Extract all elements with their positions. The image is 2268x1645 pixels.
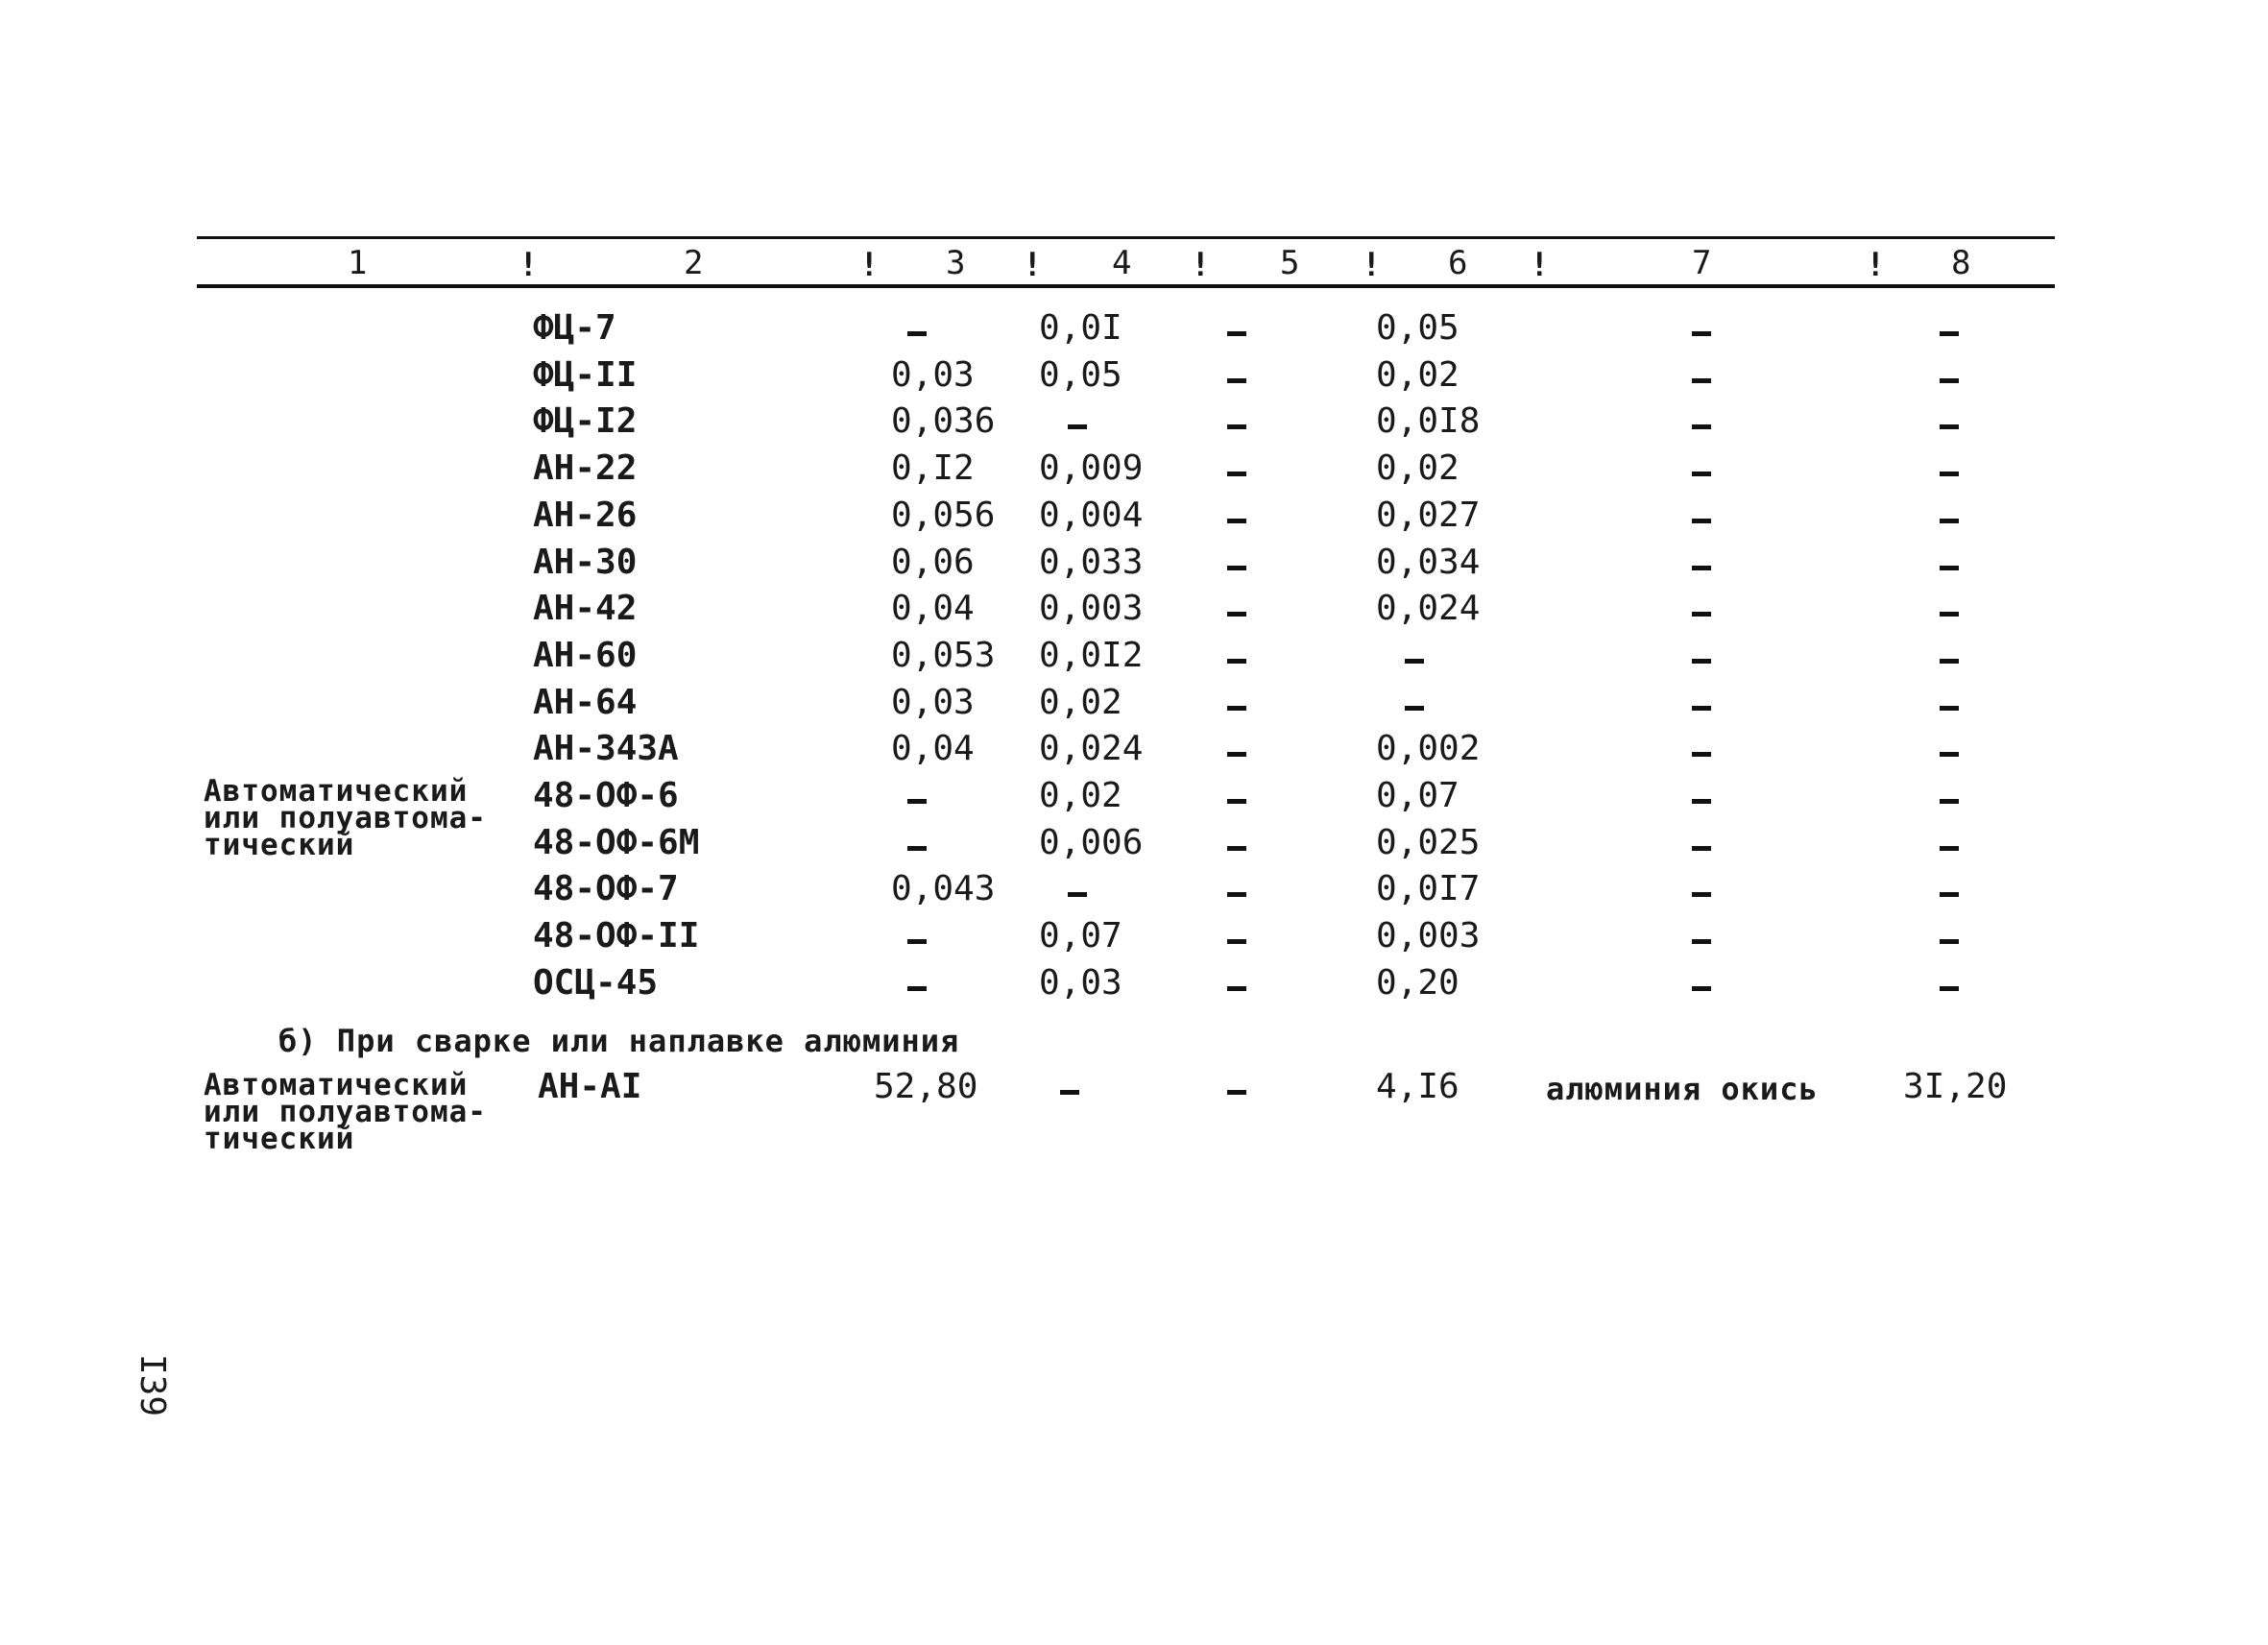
- cell-col6: 0,02: [1376, 355, 1460, 395]
- page-number: I39: [133, 1354, 172, 1417]
- cell-col8: [1940, 311, 1959, 353]
- cell-col7: [1692, 919, 1711, 961]
- dash-mark: [1405, 659, 1424, 664]
- cell-col3: 52,80: [874, 1067, 978, 1106]
- dash-mark: [1940, 659, 1959, 664]
- dash-mark: [907, 331, 927, 336]
- cell-col5: [1227, 498, 1246, 541]
- section-heading-b: б) При сварке или наплавке алюминия: [278, 1023, 960, 1059]
- cell-col8: [1940, 498, 1959, 541]
- dash-mark: [1940, 519, 1959, 523]
- cell-col8: [1940, 404, 1959, 447]
- cell-col5: [1227, 779, 1246, 821]
- cell-col5: [1227, 358, 1246, 400]
- cell-col7: [1692, 498, 1711, 541]
- cell-col3: [907, 919, 927, 961]
- cell-col8: [1940, 826, 1959, 868]
- dash-mark: [1227, 659, 1246, 664]
- col-header-5: 5: [1280, 244, 1300, 282]
- dash-mark: [1227, 846, 1246, 851]
- dash-mark: [1227, 566, 1246, 570]
- cell-mark: АН-343А: [533, 729, 679, 768]
- method-line: или полуавтома-: [204, 1095, 487, 1129]
- cell-col5: [1227, 732, 1246, 774]
- cell-col7: [1692, 592, 1711, 634]
- cell-col6: 0,02: [1376, 448, 1460, 488]
- dash-mark: [1940, 706, 1959, 711]
- cell-col8: 3I,20: [1903, 1067, 2008, 1106]
- cell-col8: [1940, 451, 1959, 494]
- dash-mark: [1227, 519, 1246, 523]
- cell-mark: АН-26: [533, 496, 638, 535]
- method-line: тический: [204, 828, 355, 862]
- cell-col3: 0,I2: [891, 448, 975, 488]
- dash-mark: [907, 939, 927, 944]
- col-separator: !: [859, 246, 880, 284]
- cell-col4: 0,004: [1039, 496, 1144, 535]
- cell-col3: 0,053: [891, 636, 996, 675]
- col-header-4: 4: [1112, 244, 1132, 282]
- cell-col8: [1940, 639, 1959, 681]
- cell-col3: 0,03: [891, 683, 975, 722]
- dash-mark: [1068, 424, 1087, 429]
- dash-mark: [1940, 331, 1959, 336]
- cell-col6: 0,20: [1376, 963, 1460, 1003]
- dash-mark: [1940, 752, 1959, 757]
- cell-col5: [1227, 1070, 1246, 1112]
- cell-col3: 0,04: [891, 729, 975, 768]
- cell-col6: 0,07: [1376, 776, 1460, 815]
- dash-mark: [1940, 846, 1959, 851]
- cell-mark: АН-42: [533, 589, 638, 628]
- cell-col6: 0,002: [1376, 729, 1481, 768]
- cell-col7: [1692, 826, 1711, 868]
- dash-mark: [1227, 612, 1246, 617]
- cell-col5: [1227, 826, 1246, 868]
- cell-col7: алюминия окись: [1546, 1071, 1819, 1107]
- dash-mark: [1227, 378, 1246, 383]
- dash-mark: [1060, 1090, 1079, 1095]
- cell-col6: 0,003: [1376, 916, 1481, 956]
- cell-col4: 0,024: [1039, 729, 1144, 768]
- cell-mark: 48-ОФ-6М: [533, 823, 700, 862]
- cell-col4: 0,02: [1039, 776, 1122, 815]
- cell-col8: [1940, 872, 1959, 914]
- cell-col8: [1940, 919, 1959, 961]
- cell-col7: [1692, 686, 1711, 728]
- header-bottom-rule: [197, 284, 2055, 288]
- dash-mark: [1227, 424, 1246, 429]
- dash-mark: [1692, 331, 1711, 336]
- col-header-8: 8: [1951, 244, 1971, 282]
- dash-mark: [1692, 612, 1711, 617]
- dash-mark: [1405, 706, 1424, 711]
- dash-mark: [1227, 986, 1246, 991]
- dash-mark: [1227, 939, 1246, 944]
- dash-mark: [907, 799, 927, 804]
- cell-col3: [907, 966, 927, 1008]
- col-separator: !: [1362, 246, 1382, 284]
- dash-mark: [1940, 986, 1959, 991]
- cell-mark: АН-60: [533, 636, 638, 675]
- cell-mark: ФЦ-7: [533, 308, 616, 348]
- cell-col4: 0,033: [1039, 543, 1144, 582]
- cell-col7: [1692, 451, 1711, 494]
- cell-col3: 0,036: [891, 401, 996, 441]
- cell-col6: 0,027: [1376, 496, 1481, 535]
- cell-col3: [907, 826, 927, 868]
- cell-mark: 48-ОФ-6: [533, 776, 679, 815]
- cell-col4: 0,009: [1039, 448, 1144, 488]
- cell-col5: [1227, 966, 1246, 1008]
- col-header-6: 6: [1448, 244, 1468, 282]
- cell-col5: [1227, 451, 1246, 494]
- dash-mark: [1692, 566, 1711, 570]
- cell-col4: 0,03: [1039, 963, 1122, 1003]
- col-separator: !: [1866, 246, 1886, 284]
- method-line: Автоматический: [204, 774, 469, 809]
- dash-mark: [1692, 424, 1711, 429]
- method-label-a: [204, 774, 487, 862]
- header-top-rule: [197, 236, 2055, 239]
- cell-col6: [1405, 639, 1424, 681]
- col-separator: !: [1191, 246, 1211, 284]
- cell-col8: [1940, 966, 1959, 1008]
- dash-mark: [1940, 799, 1959, 804]
- col-header-2: 2: [684, 244, 704, 282]
- cell-col7: [1692, 358, 1711, 400]
- dash-mark: [1692, 939, 1711, 944]
- col-separator: !: [1023, 246, 1043, 284]
- dash-mark: [1692, 752, 1711, 757]
- cell-col4: 0,006: [1039, 823, 1144, 862]
- dash-mark: [1692, 846, 1711, 851]
- dash-mark: [1692, 378, 1711, 383]
- dash-mark: [1227, 331, 1246, 336]
- cell-col4: 0,02: [1039, 683, 1122, 722]
- cell-col4: 0,05: [1039, 355, 1122, 395]
- cell-col6: 0,025: [1376, 823, 1481, 862]
- cell-col7: [1692, 779, 1711, 821]
- cell-col8: [1940, 686, 1959, 728]
- cell-mark: ФЦ-I2: [533, 401, 638, 441]
- cell-col6: 0,034: [1376, 543, 1481, 582]
- dash-mark: [1692, 799, 1711, 804]
- cell-col5: [1227, 545, 1246, 588]
- dash-mark: [1227, 1090, 1246, 1095]
- cell-col6: 0,0I7: [1376, 869, 1481, 908]
- cell-mark: ФЦ-II: [533, 355, 638, 395]
- method-line: тический: [204, 1122, 355, 1156]
- cell-col6: [1405, 686, 1424, 728]
- cell-col4: [1068, 404, 1087, 447]
- cell-mark: АН-АI: [538, 1067, 642, 1106]
- cell-col4: 0,0I: [1039, 308, 1122, 348]
- cell-col6: 0,05: [1376, 308, 1460, 348]
- cell-col4: [1060, 1070, 1079, 1112]
- cell-col8: [1940, 732, 1959, 774]
- dash-mark: [1692, 706, 1711, 711]
- cell-col8: [1940, 779, 1959, 821]
- cell-col8: [1940, 592, 1959, 634]
- cell-col3: 0,056: [891, 496, 996, 535]
- cell-col7: [1692, 732, 1711, 774]
- col-separator: !: [519, 246, 539, 284]
- dash-mark: [1692, 472, 1711, 476]
- col-header-1: 1: [348, 244, 368, 282]
- cell-col7: [1692, 639, 1711, 681]
- cell-col5: [1227, 639, 1246, 681]
- dash-mark: [907, 846, 927, 851]
- cell-col3: 0,03: [891, 355, 975, 395]
- cell-col4: 0,0I2: [1039, 636, 1144, 675]
- method-line: или полуавтома-: [204, 801, 487, 835]
- cell-mark: 48-ОФ-7: [533, 869, 679, 908]
- cell-col4: [1068, 872, 1087, 914]
- cell-col5: [1227, 311, 1246, 353]
- dash-mark: [1227, 706, 1246, 711]
- dash-mark: [1692, 892, 1711, 897]
- dash-mark: [1227, 472, 1246, 476]
- cell-col6: 0,024: [1376, 589, 1481, 628]
- dash-mark: [1227, 799, 1246, 804]
- cell-col3: 0,043: [891, 869, 996, 908]
- method-label-b: [204, 1068, 487, 1156]
- dash-mark: [1940, 566, 1959, 570]
- cell-col7: [1692, 872, 1711, 914]
- dash-mark: [1227, 892, 1246, 897]
- col-header-7: 7: [1692, 244, 1712, 282]
- col-separator: !: [1530, 246, 1550, 284]
- cell-mark: АН-22: [533, 448, 638, 488]
- cell-col7: [1692, 404, 1711, 447]
- cell-col3: [907, 311, 927, 353]
- cell-col5: [1227, 404, 1246, 447]
- dash-mark: [1940, 939, 1959, 944]
- cell-mark: 48-ОФ-II: [533, 916, 700, 956]
- dash-mark: [1940, 424, 1959, 429]
- dash-mark: [1940, 892, 1959, 897]
- cell-col8: [1940, 358, 1959, 400]
- dash-mark: [1068, 892, 1087, 897]
- dash-mark: [1940, 472, 1959, 476]
- cell-col5: [1227, 686, 1246, 728]
- dash-mark: [1692, 519, 1711, 523]
- dash-mark: [1940, 378, 1959, 383]
- method-line: Автоматический: [204, 1068, 469, 1102]
- dash-mark: [1692, 986, 1711, 991]
- cell-col8: [1940, 545, 1959, 588]
- cell-mark: АН-64: [533, 683, 638, 722]
- dash-mark: [1227, 752, 1246, 757]
- cell-col3: [907, 779, 927, 821]
- dash-mark: [1940, 612, 1959, 617]
- cell-col3: 0,04: [891, 589, 975, 628]
- dash-mark: [907, 986, 927, 991]
- dash-mark: [1692, 659, 1711, 664]
- cell-col5: [1227, 592, 1246, 634]
- cell-col6: 4,I6: [1376, 1067, 1460, 1106]
- cell-col7: [1692, 311, 1711, 353]
- cell-col4: 0,003: [1039, 589, 1144, 628]
- cell-col5: [1227, 872, 1246, 914]
- cell-col7: [1692, 966, 1711, 1008]
- col-header-3: 3: [946, 244, 966, 282]
- cell-col3: 0,06: [891, 543, 975, 582]
- cell-col7: [1692, 545, 1711, 588]
- cell-col6: 0,0I8: [1376, 401, 1481, 441]
- cell-mark: АН-30: [533, 543, 638, 582]
- cell-col5: [1227, 919, 1246, 961]
- cell-mark: ОСЦ-45: [533, 963, 659, 1003]
- cell-col4: 0,07: [1039, 916, 1122, 956]
